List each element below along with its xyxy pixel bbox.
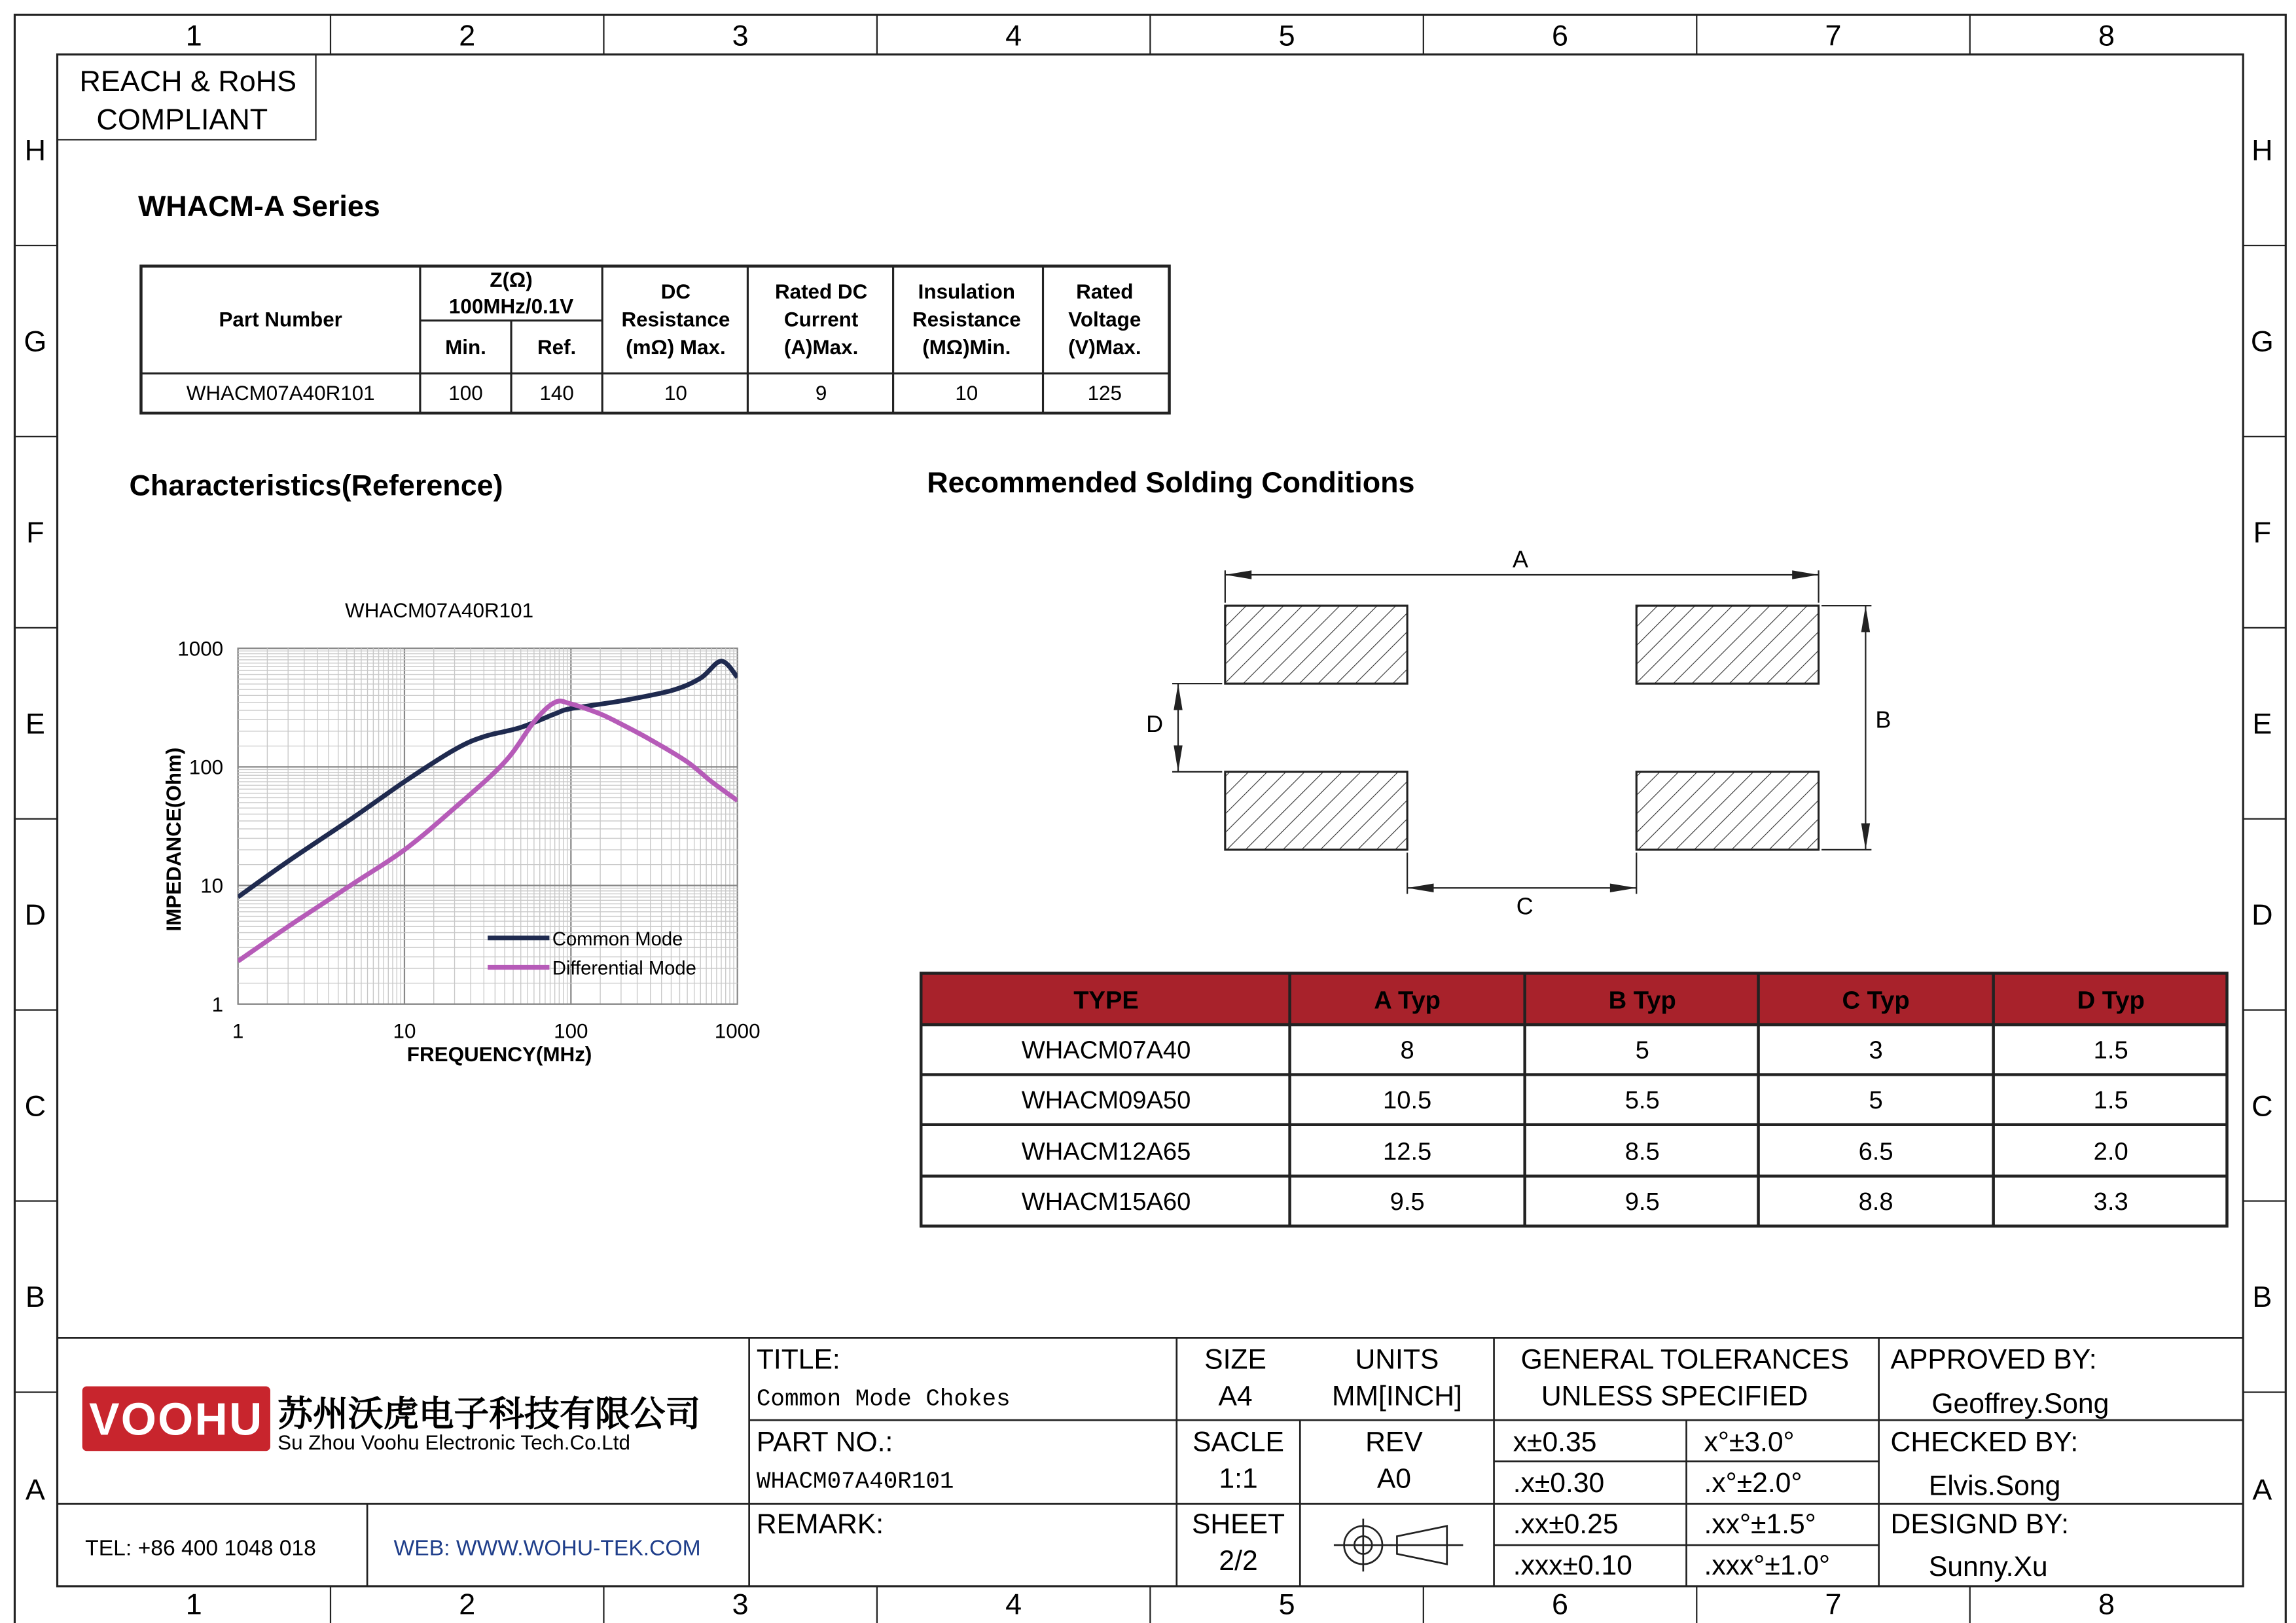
tol-linear-0: x±0.35 bbox=[1513, 1426, 1597, 1458]
chart-grid bbox=[238, 648, 738, 1004]
dim-d-label: D bbox=[1146, 710, 1164, 738]
spec-rated-current: 9 bbox=[815, 381, 827, 405]
row-label: E bbox=[25, 706, 45, 740]
y-tick-label: 1000 bbox=[177, 637, 224, 661]
column-label: 3 bbox=[732, 18, 749, 52]
title-block bbox=[58, 1338, 2244, 1586]
compliance-line1: REACH & RoHS bbox=[79, 64, 297, 98]
contact-tel: TEL: +86 400 1048 018 bbox=[85, 1536, 316, 1561]
dims-cell: 8.8 bbox=[1858, 1188, 1893, 1216]
remark-label: REMARK: bbox=[756, 1508, 884, 1541]
y-tick-label: 10 bbox=[200, 874, 224, 898]
row-label: A bbox=[25, 1472, 45, 1506]
approved-value: Geoffrey.Song bbox=[1931, 1387, 2109, 1419]
units-label: UNITS bbox=[1355, 1343, 1439, 1376]
row-label: C bbox=[24, 1089, 46, 1123]
row-label: G bbox=[2250, 324, 2274, 358]
dims-cell: 9.5 bbox=[1390, 1188, 1425, 1216]
dims-cell: 10.5 bbox=[1383, 1086, 1432, 1115]
compliance-box bbox=[58, 54, 316, 139]
spec-table bbox=[141, 266, 1169, 413]
legend-entry: Differential Mode bbox=[552, 958, 696, 979]
spec-h-vol3: (V)Max. bbox=[1067, 336, 1141, 359]
dims-cell: 3 bbox=[1869, 1036, 1883, 1065]
impedance-chart bbox=[162, 599, 761, 1066]
column-label: 1 bbox=[185, 1587, 202, 1621]
legend-entry: Common Mode bbox=[552, 928, 683, 950]
company-logo bbox=[82, 1386, 270, 1451]
column-label: 8 bbox=[2098, 1587, 2115, 1621]
tolerance-title-1: GENERAL TOLERANCES bbox=[1520, 1343, 1850, 1376]
dims-header-c: C Typ bbox=[1842, 986, 1910, 1015]
pad-top-right bbox=[1636, 606, 1818, 684]
spec-h-ref: Ref. bbox=[537, 336, 577, 359]
column-label: 7 bbox=[1825, 18, 1842, 52]
row-label: D bbox=[24, 898, 46, 932]
tol-angle-0: x°±3.0° bbox=[1704, 1426, 1795, 1458]
spec-h-z-sub: 100MHz/0.1V bbox=[448, 295, 574, 318]
row-label: G bbox=[24, 324, 47, 358]
dims-header-b: B Typ bbox=[1608, 986, 1676, 1015]
dimensions-table bbox=[921, 974, 2227, 1226]
company-name-cn: 苏州沃虎电子科技有限公司 bbox=[278, 1393, 701, 1435]
series-title: WHACM-A Series bbox=[137, 189, 380, 223]
tol-linear-3: .xxx±0.10 bbox=[1513, 1549, 1632, 1581]
scale-value: 1:1 bbox=[1219, 1463, 1258, 1495]
spec-h-ins2: Resistance bbox=[912, 308, 1021, 331]
column-label: 4 bbox=[1005, 18, 1022, 52]
spec-h-cur2: Current bbox=[783, 308, 859, 331]
column-label: 5 bbox=[1278, 18, 1295, 52]
pad-bottom-right bbox=[1636, 772, 1818, 850]
spec-dc-resistance: 10 bbox=[664, 381, 687, 405]
dims-cell: 9.5 bbox=[1624, 1188, 1660, 1216]
column-label: 8 bbox=[2098, 18, 2115, 52]
spec-h-cur1: Rated DC bbox=[774, 280, 868, 303]
dims-header-a: A Typ bbox=[1374, 986, 1441, 1015]
company-name-en: Su Zhou Voohu Electronic Tech.Co.Ltd bbox=[278, 1431, 630, 1455]
plot-area bbox=[238, 648, 738, 1004]
dims-cell: 1.5 bbox=[2093, 1086, 2128, 1115]
scale-label: SACLE bbox=[1193, 1426, 1284, 1458]
column-label: 6 bbox=[1552, 18, 1569, 52]
column-label: 3 bbox=[732, 1587, 749, 1621]
size-value: A4 bbox=[1218, 1380, 1253, 1412]
y-tick-label: 1 bbox=[211, 993, 224, 1016]
title-label: TITLE: bbox=[756, 1343, 840, 1376]
column-label: 6 bbox=[1552, 1587, 1569, 1621]
dims-cell: 6.5 bbox=[1858, 1137, 1893, 1166]
dims-cell: 5 bbox=[1869, 1086, 1883, 1115]
dims-cell: WHACM12A65 bbox=[1021, 1137, 1191, 1166]
x-tick-label: 1 bbox=[232, 1019, 244, 1043]
dim-b-label: B bbox=[1875, 706, 1892, 733]
checked-value: Elvis.Song bbox=[1928, 1470, 2061, 1502]
chart-xlabel: FREQUENCY(MHz) bbox=[406, 1043, 592, 1067]
tolerance-title-2: UNLESS SPECIFIED bbox=[1541, 1380, 1808, 1412]
checked-label: CHECKED BY: bbox=[1890, 1426, 2079, 1458]
spec-h-vol2: Voltage bbox=[1068, 308, 1141, 331]
logo-text: VOOHU bbox=[89, 1393, 264, 1445]
chart-title: WHACM07A40R101 bbox=[345, 599, 534, 623]
spec-h-cur3: (A)Max. bbox=[783, 336, 859, 359]
dim-c-label: C bbox=[1516, 892, 1534, 920]
approved-label: APPROVED BY: bbox=[1890, 1343, 2097, 1376]
dims-cell: 2.0 bbox=[2093, 1137, 2128, 1166]
dims-cell: 5.5 bbox=[1624, 1086, 1660, 1115]
pad-bottom-left bbox=[1225, 772, 1407, 850]
row-label: D bbox=[2251, 898, 2273, 932]
column-label: 4 bbox=[1005, 1587, 1022, 1621]
spec-rated-voltage: 125 bbox=[1087, 381, 1122, 405]
spec-h-ins1: Insulation bbox=[918, 280, 1015, 303]
row-label: C bbox=[2251, 1089, 2273, 1123]
rev-label: REV bbox=[1365, 1426, 1423, 1458]
row-label: F bbox=[2253, 515, 2272, 549]
x-tick-label: 1000 bbox=[714, 1019, 761, 1043]
tol-angle-2: .xx°±1.5° bbox=[1704, 1508, 1816, 1541]
row-label: B bbox=[2252, 1280, 2272, 1314]
dims-cell: 12.5 bbox=[1383, 1137, 1432, 1166]
sheet-label: SHEET bbox=[1191, 1508, 1285, 1541]
size-label: SIZE bbox=[1204, 1343, 1266, 1376]
spec-h-dc2: Resistance bbox=[621, 308, 730, 331]
row-label: H bbox=[24, 133, 46, 167]
sheet-value: 2/2 bbox=[1219, 1545, 1258, 1577]
solding-title: Recommended Solding Conditions bbox=[927, 465, 1415, 500]
row-label: H bbox=[2251, 133, 2273, 167]
tol-angle-1: .x°±2.0° bbox=[1704, 1467, 1803, 1499]
dim-a-label: A bbox=[1512, 545, 1528, 573]
tol-angle-3: .xxx°±1.0° bbox=[1704, 1549, 1831, 1581]
row-label: A bbox=[2252, 1472, 2272, 1506]
spec-h-ins3: (MΩ)Min. bbox=[922, 336, 1011, 359]
dims-cell: WHACM09A50 bbox=[1021, 1086, 1191, 1115]
title-value: Common Mode Chokes bbox=[756, 1385, 1011, 1413]
spec-h-dc1: DC bbox=[660, 280, 691, 303]
spec-h-z: Z(Ω) bbox=[490, 268, 533, 291]
designed-value: Sunny.Xu bbox=[1928, 1551, 2048, 1583]
dims-cell: WHACM15A60 bbox=[1021, 1188, 1191, 1216]
row-label: B bbox=[25, 1280, 45, 1314]
part-no-value: WHACM07A40R101 bbox=[756, 1468, 954, 1495]
x-tick-label: 100 bbox=[554, 1019, 588, 1043]
characteristics-title: Characteristics(Reference) bbox=[129, 468, 503, 502]
spec-h-min: Min. bbox=[445, 336, 486, 359]
dims-header-type: TYPE bbox=[1073, 986, 1139, 1015]
spec-part-number: WHACM07A40R101 bbox=[186, 381, 375, 405]
contact-web: WEB: WWW.WOHU-TEK.COM bbox=[393, 1536, 701, 1561]
spec-h-vol1: Rated bbox=[1076, 280, 1134, 303]
column-label: 2 bbox=[459, 18, 476, 52]
x-tick-label: 10 bbox=[393, 1019, 416, 1043]
spec-z-ref: 140 bbox=[539, 381, 574, 405]
column-label: 2 bbox=[459, 1587, 476, 1621]
column-label: 5 bbox=[1278, 1587, 1295, 1621]
dims-cell: 3.3 bbox=[2093, 1188, 2128, 1216]
dims-cell: 8 bbox=[1400, 1036, 1414, 1065]
dims-cell: 8.5 bbox=[1624, 1137, 1660, 1166]
compliance-line2: COMPLIANT bbox=[96, 102, 268, 136]
spec-h-dc3: (mΩ) Max. bbox=[626, 336, 726, 359]
pad-top-left bbox=[1225, 606, 1407, 684]
spec-insulation: 10 bbox=[955, 381, 978, 405]
tol-linear-2: .xx±0.25 bbox=[1513, 1508, 1619, 1541]
row-label: E bbox=[2252, 706, 2272, 740]
chart-ylabel: IMPEDANCE(Ohm) bbox=[162, 747, 186, 932]
spec-h-part: Part Number bbox=[219, 308, 342, 331]
units-value: MM[INCH] bbox=[1331, 1380, 1462, 1412]
column-label: 1 bbox=[185, 18, 202, 52]
column-label: 7 bbox=[1825, 1587, 1842, 1621]
designed-label: DESIGND BY: bbox=[1890, 1508, 2069, 1541]
dims-cell: 5 bbox=[1635, 1036, 1649, 1065]
dims-cell: WHACM07A40 bbox=[1021, 1036, 1191, 1065]
rev-value: A0 bbox=[1376, 1463, 1412, 1495]
y-tick-label: 100 bbox=[188, 756, 224, 779]
dims-cell: 1.5 bbox=[2093, 1036, 2128, 1065]
part-no-label: PART NO.: bbox=[756, 1426, 893, 1458]
tol-linear-1: .x±0.30 bbox=[1513, 1467, 1605, 1499]
projection-symbol-icon bbox=[1334, 1519, 1463, 1572]
row-label: F bbox=[26, 515, 45, 549]
spec-z-min: 100 bbox=[448, 381, 483, 405]
dims-header-d: D Typ bbox=[2077, 986, 2145, 1015]
pad-layout-diagram bbox=[1146, 546, 1891, 920]
